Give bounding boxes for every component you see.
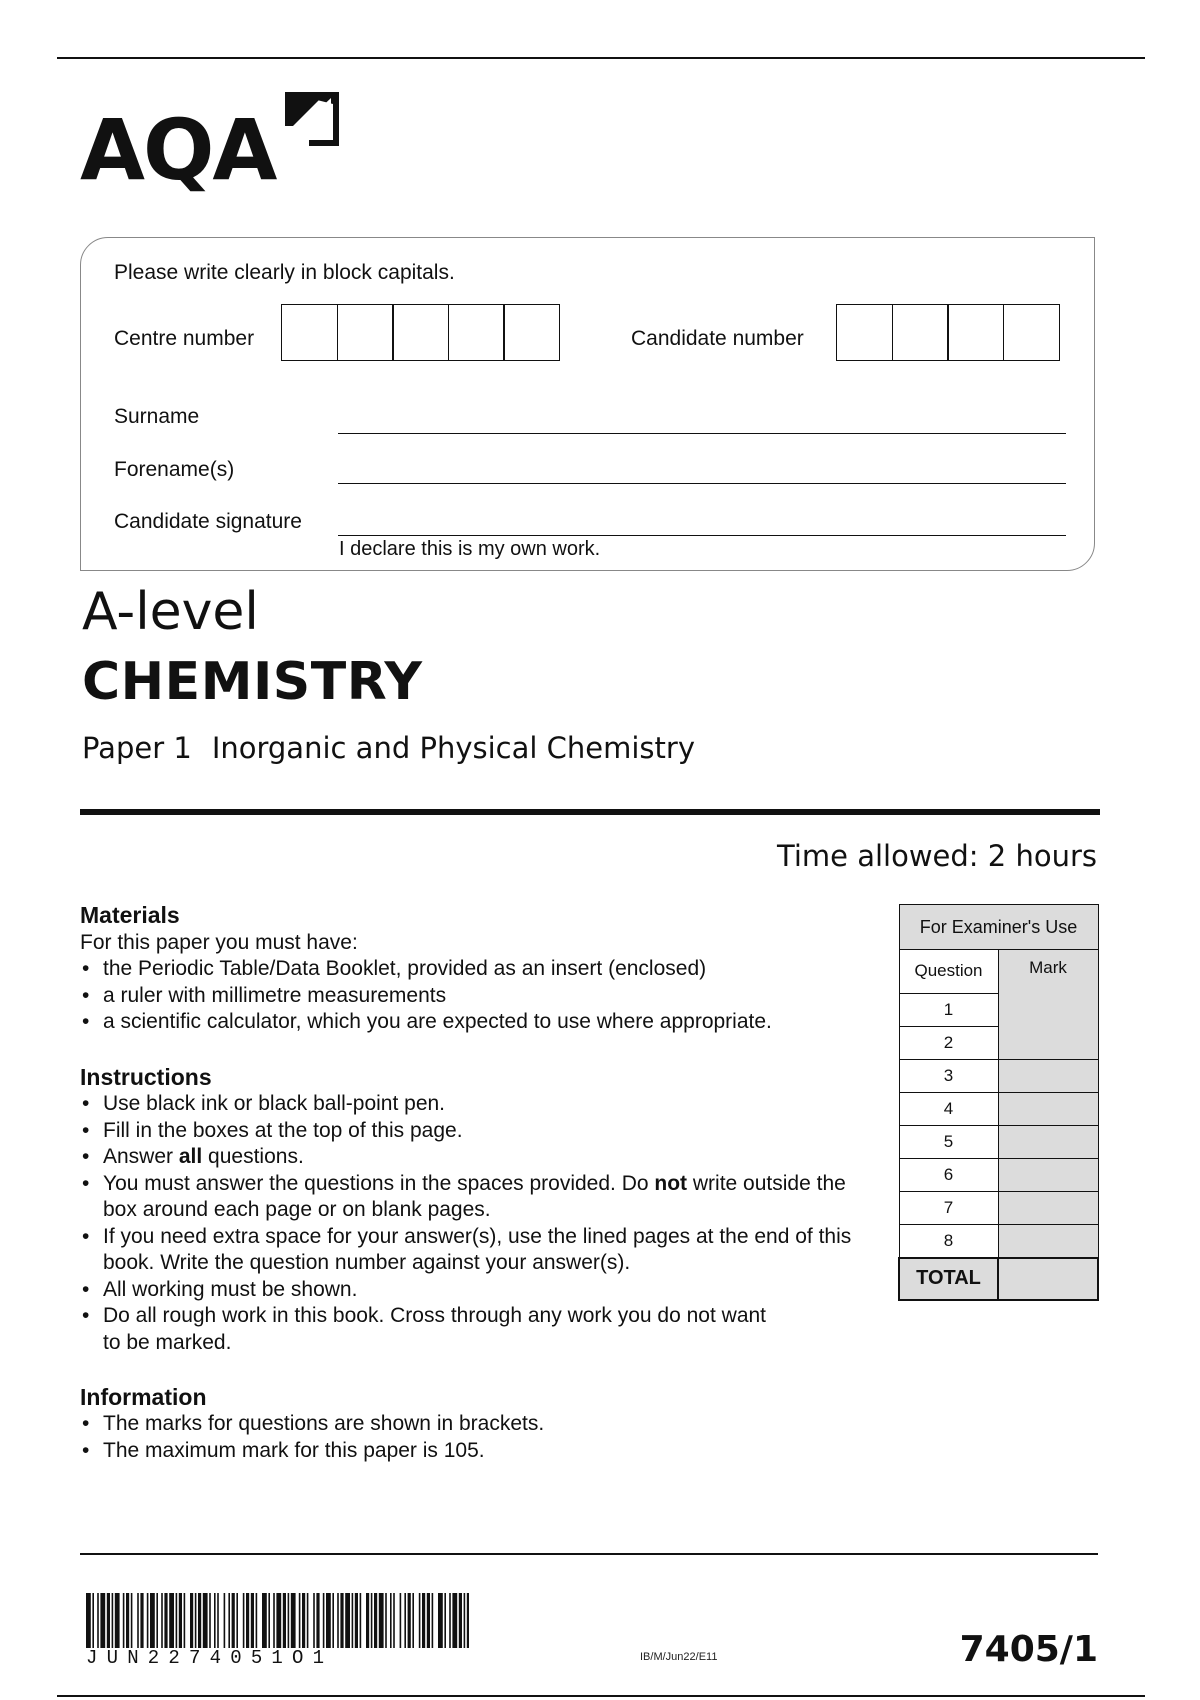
question-number: 7	[899, 1191, 998, 1224]
mark-cell[interactable]	[998, 1059, 1098, 1092]
question-number: 4	[899, 1092, 998, 1125]
total-label: TOTAL	[899, 1258, 998, 1300]
signature-line[interactable]	[338, 535, 1066, 536]
candidate-number-digit-box[interactable]	[836, 304, 893, 361]
candidate-number-boxes	[836, 304, 1060, 361]
mark-cell[interactable]	[998, 1125, 1098, 1158]
declaration-text: I declare this is my own work.	[339, 538, 601, 560]
mark-cell[interactable]	[998, 1092, 1098, 1125]
list-item: • You must answer the questions in the spaces provided. Do not write outside the box around each page or on blank pages.	[80, 1171, 870, 1224]
centre-number-digit-box[interactable]	[337, 304, 394, 361]
paper-reference: IB/M/Jun22/E11	[640, 1651, 718, 1663]
instructions-list	[80, 1091, 870, 1356]
instructions-section	[80, 1064, 870, 1356]
question-number: 5	[899, 1125, 998, 1158]
centre-number-boxes	[281, 304, 560, 361]
surname-label: Surname	[114, 405, 200, 428]
information-heading: Information	[80, 1384, 207, 1410]
surname-line[interactable]	[338, 433, 1066, 434]
question-number: 3	[899, 1059, 998, 1092]
mark-cell[interactable]	[998, 1191, 1098, 1224]
signature-label: Candidate signature	[114, 510, 302, 533]
list-item: • a ruler with millimetre measurements	[80, 983, 860, 1010]
examiners-use-title: For Examiner's Use	[899, 905, 1098, 950]
centre-number-label: Centre number	[114, 327, 255, 350]
list-item: • All working must be shown.	[80, 1277, 870, 1304]
list-item: • The marks for questions are shown in brackets.	[80, 1411, 860, 1438]
list-item: • The maximum mark for this paper is 105.	[80, 1438, 860, 1465]
mark-column-header: Mark	[998, 950, 1098, 994]
paper-number: Paper 1	[82, 731, 192, 765]
materials-section	[80, 902, 860, 1036]
list-item: • If you need extra space for your answer(s), use the lined pages at the end of this book. Write the question number against your answer(s).	[80, 1224, 870, 1277]
title-divider	[80, 809, 1100, 815]
candidate-number-digit-box[interactable]	[892, 304, 949, 361]
barcode-icon	[86, 1593, 469, 1648]
centre-number-digit-box[interactable]	[392, 304, 449, 361]
footer-rule	[80, 1553, 1098, 1555]
instructions-heading: Instructions	[80, 1064, 212, 1090]
mark-cell[interactable]	[998, 1224, 1098, 1258]
time-allowed: Time allowed: 2 hours	[777, 839, 1097, 873]
barcode-digits: JUN2274051O1	[86, 1647, 334, 1669]
total-mark-cell[interactable]	[998, 1258, 1098, 1300]
question-column-header: Question	[899, 950, 998, 994]
centre-number-digit-box[interactable]	[281, 304, 338, 361]
information-section	[80, 1384, 860, 1464]
list-item: • Fill in the boxes at the top of this page.	[80, 1118, 870, 1145]
mark-cell[interactable]	[998, 1026, 1098, 1059]
list-item: • Use black ink or black ball-point pen.	[80, 1091, 870, 1118]
mark-cell[interactable]	[998, 993, 1098, 1026]
list-item: • Answer all questions.	[80, 1144, 870, 1171]
list-item: • a scientific calculator, which you are expected to use where appropriate.	[80, 1009, 860, 1036]
centre-number-digit-box[interactable]	[448, 304, 505, 361]
forenames-label: Forename(s)	[114, 458, 235, 481]
question-number: 1	[899, 993, 998, 1026]
list-item: • the Periodic Table/Data Booklet, provided as an insert (enclosed)	[80, 956, 860, 983]
candidate-number-label: Candidate number	[631, 327, 804, 350]
bottom-rule	[57, 1695, 1145, 1697]
mark-cell[interactable]	[998, 1158, 1098, 1191]
aqa-logo	[80, 90, 341, 199]
logo-text: AQA	[80, 101, 276, 199]
aqa-logo-mark-icon	[283, 90, 341, 152]
centre-number-digit-box[interactable]	[503, 304, 560, 361]
forenames-line[interactable]	[338, 483, 1066, 484]
candidate-number-digit-box[interactable]	[947, 304, 1004, 361]
paper-code: 7405/1	[959, 1629, 1098, 1670]
top-rule	[57, 57, 1145, 59]
examiners-use-table	[898, 904, 1099, 1301]
materials-heading: Materials	[80, 902, 180, 928]
block-capitals-instruction: Please write clearly in block capitals.	[114, 261, 455, 284]
paper-title: Inorganic and Physical Chemistry	[211, 731, 695, 765]
information-list	[80, 1411, 860, 1464]
paper-heading	[82, 728, 695, 768]
candidate-number-digit-box[interactable]	[1003, 304, 1060, 361]
materials-list	[80, 956, 860, 1036]
qualification-level: A-level	[82, 582, 259, 642]
list-item: • Do all rough work in this book. Cross through any work you do not want to be marked.	[80, 1303, 870, 1356]
subject-title: CHEMISTRY	[82, 652, 423, 712]
candidate-details-box	[80, 237, 1095, 571]
question-number: 6	[899, 1158, 998, 1191]
materials-intro: For this paper you must have:	[80, 931, 358, 954]
question-number: 8	[899, 1224, 998, 1258]
question-number: 2	[899, 1026, 998, 1059]
